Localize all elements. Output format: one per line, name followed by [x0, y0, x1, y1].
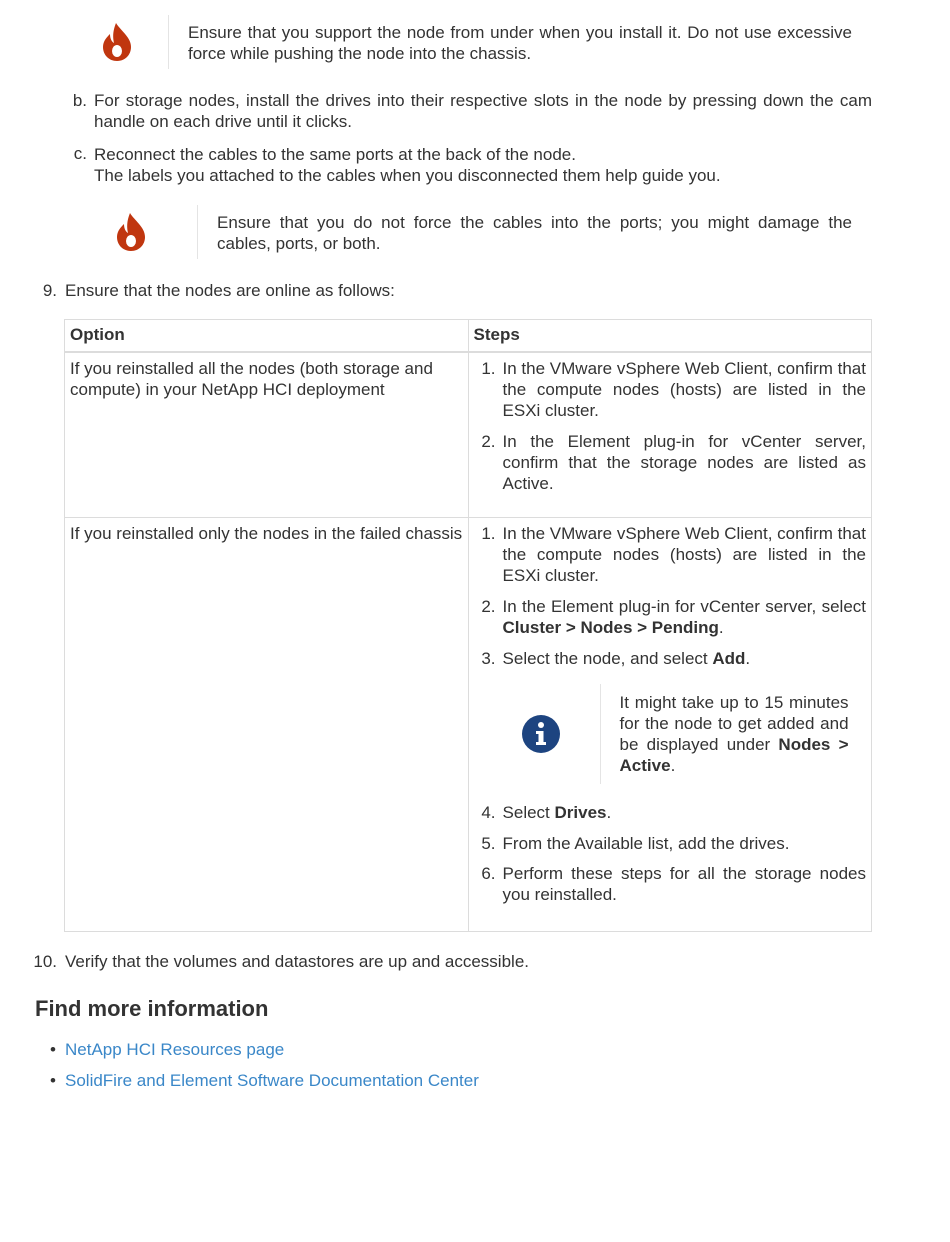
substep-text: For storage nodes, install the drives into their respective slots in the node by pressing down the cam handle on each drive until it clicks. — [94, 91, 872, 131]
substep-text: The labels you attached to the cables when you disconnected them help guide you. — [94, 166, 721, 185]
note-admonition — [483, 684, 868, 784]
warning-admonition — [65, 15, 852, 69]
section-heading: Find more information — [35, 996, 269, 1021]
option-cell: If you reinstalled all the nodes (both storage and compute) in your NetApp HCI deployment — [65, 352, 469, 518]
step-text: Ensure that the nodes are online as follows: — [65, 281, 395, 300]
steps-cell: 1. In the VMware vSphere Web Client, confirm that the compute nodes (hosts) are listed in the ESXi cluster. 2. In the Element plug-in for vCenter server, confirm that the storage nodes are listed as Active. — [468, 352, 871, 518]
link-solidfire-docs[interactable]: SolidFire and Element Software Documentation Center — [65, 1071, 479, 1090]
warning-text: Ensure that you support the node from under when you install it. Do not use excessive force while pushing the node into the chassis. — [188, 23, 852, 63]
column-header: Option — [65, 320, 469, 352]
substep-marker: b. — [72, 91, 87, 110]
step-marker: 10. — [33, 952, 57, 971]
bullet: • — [50, 1040, 56, 1059]
substep-text: Reconnect the cables to the same ports at the back of the node. — [94, 145, 576, 164]
fire-icon — [65, 205, 197, 259]
info-icon — [483, 684, 600, 784]
options-table — [64, 319, 872, 932]
bullet: • — [50, 1071, 56, 1090]
warning-admonition — [65, 205, 852, 259]
column-header: Steps — [468, 320, 871, 352]
option-cell: If you reinstalled only the nodes in the failed chassis — [65, 517, 469, 931]
step-marker: 9. — [42, 281, 57, 300]
note-text: It might take up to 15 minutes for the node to get added and be displayed under Nodes > Active. — [619, 692, 849, 775]
link-netapp-hci-resources[interactable]: NetApp HCI Resources page — [65, 1040, 285, 1059]
steps-cell: 1. In the VMware vSphere Web Client, confirm that the compute nodes (hosts) are listed in the ESXi cluster. 2. In the Element plug-in for vCenter server, select Cluster > Nodes > Pending. 3. Select the node, and select Add. It might take up to 15 minutes for the node to get added and be displayed under Nodes > Active. 4. Select Drives. 5. From the Available list, add the drives. 6. Perform these steps for all the storage nodes you reinstalled. — [468, 517, 871, 931]
step-text: Verify that the volumes and datastores are up and accessible. — [65, 952, 529, 971]
warning-text: Ensure that you do not force the cables into the ports; you might damage the cables, ports, or both. — [217, 213, 853, 253]
fire-icon — [65, 15, 168, 69]
substep-marker: c. — [73, 144, 87, 163]
